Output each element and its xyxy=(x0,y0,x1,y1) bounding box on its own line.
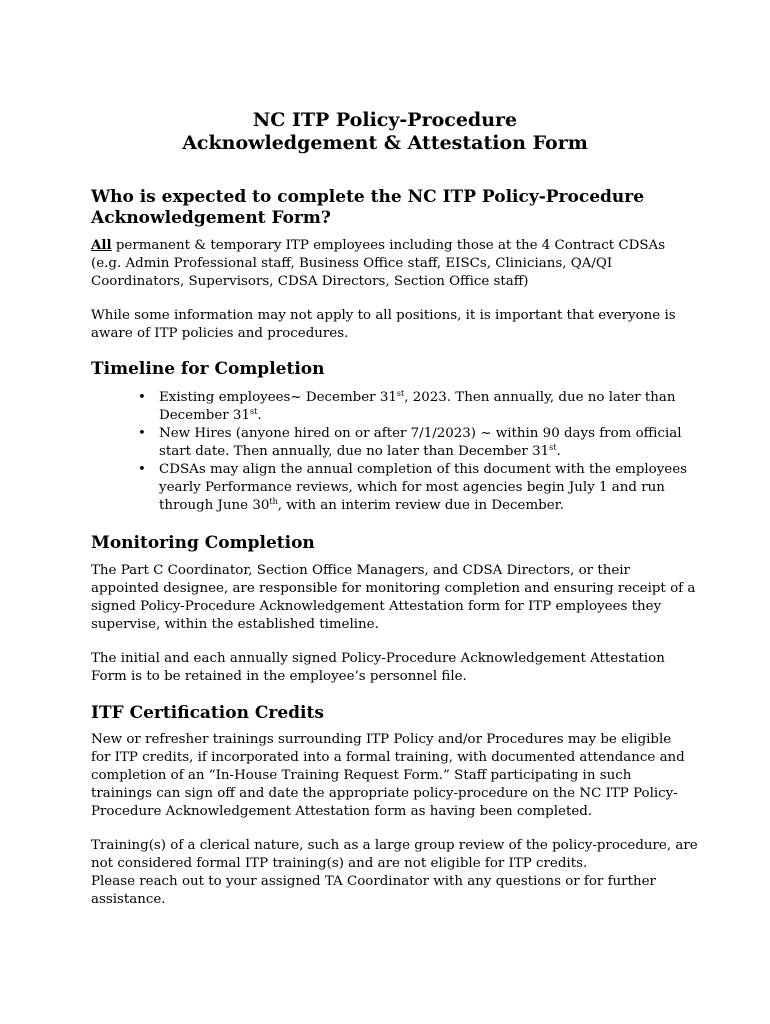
ordinal-suffix: th xyxy=(269,497,278,506)
monitoring-paragraph-2-line-2: Form is to be retained in the employee’s personnel file. xyxy=(91,669,467,684)
monitoring-paragraph-1 xyxy=(91,562,696,634)
bullet-text: . xyxy=(257,408,262,423)
bullet-text: , with an interim review due in December. xyxy=(277,498,564,513)
credits-paragraph-2-line-2: not considered formal ITP training(s) and are not eligible for ITP credits. xyxy=(91,856,588,871)
credits-paragraph-1 xyxy=(91,731,691,821)
timeline-item-cdsas xyxy=(91,461,691,515)
ordinal-suffix: st xyxy=(549,443,557,452)
document-title-line-1: NC ITP Policy-Procedure xyxy=(252,109,518,131)
bullet-text: . xyxy=(556,444,561,459)
credits-paragraph-2-line-3: Please reach out to your assigned TA Coordinator with any questions or for further xyxy=(91,874,656,889)
bullet-text: New Hires (anyone hired on or after 7/1/2023) ~ within 90 days from official xyxy=(159,426,682,441)
who-paragraph-1-line-1 xyxy=(91,236,691,255)
bullet-text: through June 30 xyxy=(159,498,270,513)
who-paragraph-2-line-1: While some information may not apply to all positions, it is important that everyone is xyxy=(91,308,676,323)
credits-paragraph-1-line-1: New or refresher trainings surrounding ITP Policy and/or Procedures may be eligible xyxy=(91,732,672,747)
who-paragraph-1-line-1-rest: permanent & temporary ITP employees including those at the 4 Contract CDSAs xyxy=(111,238,666,253)
who-paragraph-1 xyxy=(91,236,691,291)
bullet-text: December 31 xyxy=(159,408,250,423)
who-heading-line-1: Who is expected to complete the NC ITP Policy-Procedure xyxy=(91,187,645,207)
credits-paragraph-1-line-3: completion of an “In-House Training Request Form.” Staff participating in such xyxy=(91,768,632,783)
monitoring-paragraph-1-line-2: appointed designee, are responsible for monitoring completion and ensuring receipt of a xyxy=(91,581,696,596)
monitoring-paragraph-2 xyxy=(91,650,691,686)
bullet-text: Existing employees~ December 31 xyxy=(159,390,397,405)
bullet-icon: • xyxy=(138,390,146,405)
bullet-text: CDSAs may align the annual completion of this document with the employees xyxy=(159,462,688,477)
bullet-icon: • xyxy=(138,462,146,477)
bullet-text: yearly Performance reviews, which for most agencies begin July 1 and run xyxy=(159,480,665,495)
credits-paragraph-2-line-4: assistance. xyxy=(91,892,166,907)
bullet-text: start date. Then annually, due no later than December 31 xyxy=(159,444,550,459)
timeline-item-existing-employees xyxy=(91,389,691,425)
bullet-text: , 2023. Then annually, due no later than xyxy=(404,390,676,405)
credits-paragraph-1-line-2: for ITP credits, if incorporated into a formal training, with documented attendance and xyxy=(91,750,685,765)
timeline-list xyxy=(91,389,691,515)
credits-heading: ITF Certification Credits xyxy=(91,703,324,723)
monitoring-paragraph-1-line-1: The Part C Coordinator, Section Office Managers, and CDSA Directors, or their xyxy=(91,563,630,578)
timeline-heading: Timeline for Completion xyxy=(91,359,325,379)
all-emphasis: All xyxy=(91,237,112,253)
timeline-item-new-hires xyxy=(91,425,691,461)
who-paragraph-2 xyxy=(91,307,691,343)
monitoring-paragraph-1-line-3: signed Policy-Procedure Acknowledgement Attestation form for ITP employees they xyxy=(91,599,662,614)
credits-paragraph-2 xyxy=(91,837,698,909)
monitoring-heading: Monitoring Completion xyxy=(91,533,315,553)
credits-paragraph-1-line-4: trainings can sign off and date the appropriate policy-procedure on the NC ITP Policy- xyxy=(91,786,678,801)
monitoring-paragraph-2-line-1: The initial and each annually signed Policy-Procedure Acknowledgement Attestation xyxy=(91,651,665,666)
ordinal-suffix: st xyxy=(249,407,258,416)
who-paragraph-1-line-2: (e.g. Admin Professional staff, Business Office staff, EISCs, Clinicians, QA/QI xyxy=(91,256,613,271)
document-title-line-2: Acknowledgement & Attestation Form xyxy=(182,132,588,154)
bullet-icon: • xyxy=(138,426,146,441)
who-paragraph-1-line-3: Coordinators, Supervisors, CDSA Directors, Section Office staff) xyxy=(91,274,529,289)
credits-paragraph-1-line-5: Procedure Acknowledgement Attestation form as having been completed. xyxy=(91,804,593,819)
who-paragraph-2-line-2: aware of ITP policies and procedures. xyxy=(91,326,349,341)
credits-paragraph-2-line-1: Training(s) of a clerical nature, such as a large group review of the policy-procedure, are xyxy=(91,838,698,853)
who-heading-line-2: Acknowledgement Form? xyxy=(91,208,331,228)
monitoring-paragraph-1-line-4: supervise, within the established timeline. xyxy=(91,617,379,632)
who-heading xyxy=(91,187,644,229)
ordinal-suffix: st xyxy=(396,389,405,398)
